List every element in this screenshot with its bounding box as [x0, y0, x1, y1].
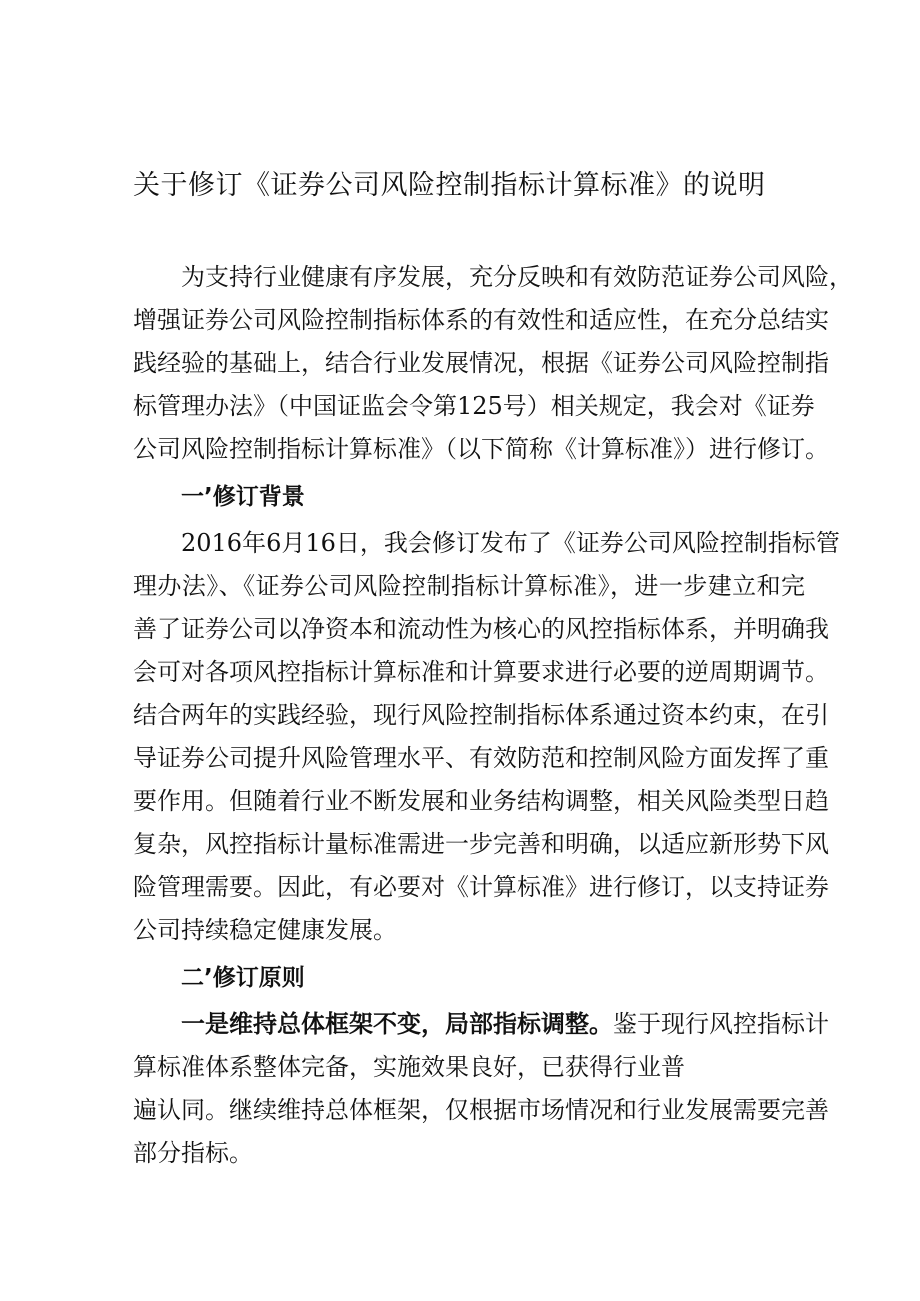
section1-line-3: 善了证券公司以净资本和流动性为核心的风控指标体系，并明确我 [133, 615, 829, 643]
principle1-line-4: 部分指标。 [133, 1139, 253, 1167]
section1-line-9: 险管理需要。因此，有必要对《计算标准》进行修订，以支持证券 [133, 873, 829, 901]
section-heading-background: 一’修订背景 [181, 484, 305, 510]
section1-line-10: 公司持续稳定健康发展。 [133, 916, 397, 944]
document-title: 关于修订《证券公司风险控制指标计算标准》的说明 [133, 170, 766, 201]
section1-line-6: 导证券公司提升风险管理水平、有效防范和控制风险方面发挥了重 [133, 744, 829, 772]
principle1-line-2: 算标准体系整体完备，实施效果良好，已获得行业普 [133, 1053, 685, 1081]
section1-line-8: 复杂，风控指标计量标准需进一步完善和明确，以适应新形势下风 [133, 830, 829, 858]
intro-line-1: 为支持行业健康有序发展，充分反映和有效防范证券公司风险， [181, 263, 853, 291]
section-heading-principles: 二’修订原则 [181, 965, 305, 991]
section1-line-4: 会可对各项风控指标计算标准和计算要求进行必要的逆周期调节。 [133, 658, 829, 686]
section1-line-5: 结合两年的实践经验，现行风险控制指标体系通过资本约束，在引 [133, 701, 829, 729]
intro-line-5: 公司风险控制指标计算标准》（以下简称《计算标准》）进行修订。 [133, 435, 829, 463]
principle1-line-3: 遍认同。继续维持总体框架，仅根据市场情况和行业发展需要完善 [133, 1096, 829, 1124]
intro-line-3: 践经验的基础上，结合行业发展情况，根据《证券公司风险控制指 [133, 349, 829, 377]
section1-line-1: 2016年6月16日，我会修订发布了《证券公司风险控制指标管 [181, 529, 840, 557]
intro-line-4: 标管理办法》（中国证监会令第125号）相关规定，我会对《证券 [133, 392, 815, 420]
section1-line-7: 要作用。但随着行业不断发展和业务结构调整，相关风险类型日趋 [133, 787, 829, 815]
principle1-rest: 鉴于现行风控指标计 [613, 1010, 829, 1038]
section1-line-2: 理办法》、《证券公司风险控制指标计算标准》，进一步建立和完 [133, 572, 805, 600]
intro-line-2: 增强证券公司风险控制指标体系的有效性和适应性，在充分总结实 [133, 306, 829, 334]
principle1-bold-lead: 一是维持总体框架不变，局部指标调整。 [181, 1010, 613, 1038]
principle1-line-1 [181, 1002, 829, 1046]
